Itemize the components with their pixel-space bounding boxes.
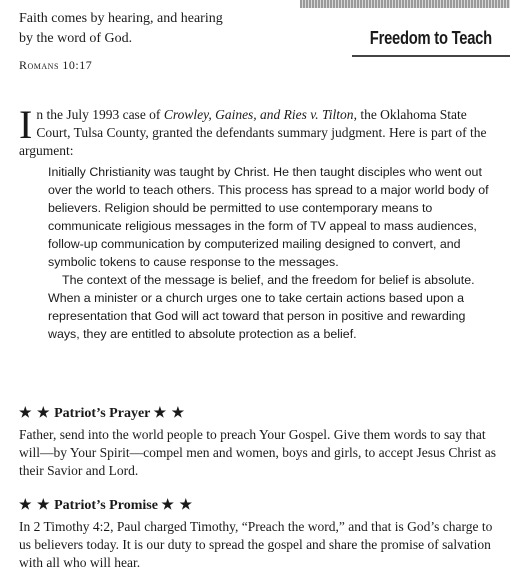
prayer-stars-right: ★ ★: [153, 406, 186, 421]
prayer-stars-left: ★ ★: [19, 406, 51, 421]
quote-paragraph-1: Initially Christianity was taught by Christ. He then taught disciples who went out over the world to teach others. This process has spread to a major world body of believers. Religion should be permitted to use contemporary means to communicate religious messages in the form of TV appeal to mass audiences, follow-up communication by computerized mailing designed to convert, and symbolic tokens to cause response to the messages.: [48, 165, 489, 269]
prayer-heading: [19, 405, 185, 422]
intro-paragraph: [19, 102, 499, 160]
promise-stars-left: ★ ★: [19, 498, 51, 513]
top-decorative-rule: [300, 0, 510, 8]
promise-stars-right: ★ ★: [161, 498, 194, 513]
epigraph-verse: [19, 9, 269, 75]
case-name: Crowley, Gaines, and Ries v. Tilton: [163, 107, 354, 122]
quote-paragraph-2: The context of the message is belief, and the freedom for belief is absolute. When a minister or a church urges one to take certain actions based upon a representation that God will act toward that person in positive and rewarding ways, they are entitled to absolute protection as a belief.: [48, 273, 475, 341]
drop-cap: I: [19, 102, 33, 147]
intro-text-end: , the Oklahoma State Court, Tulsa County, granted the defendants summary judgment. Here is part of the argument:: [19, 107, 487, 158]
verse-line-2: by the word of God.: [19, 31, 133, 46]
intro-text-start: n the July 1993 case of: [36, 107, 164, 122]
prayer-heading-text: Patriot’s Prayer: [54, 406, 151, 421]
promise-text: In 2 Timothy 4:2, Paul charged Timothy, “Preach the word,” and that is God’s charge to us believers today. It is our duty to spread the gospel and share the promise of salvation with all who will hear.: [19, 519, 493, 570]
verse-line-1: Faith comes by hearing, and hearing: [19, 11, 223, 26]
promise-heading-text: Patriot’s Promise: [54, 498, 158, 513]
verse-reference: Romans 10:17: [19, 58, 93, 72]
prayer-text: Father, send into the world people to preach Your Gospel. Give them words to say that will—by Your Spirit—compel men and women, boys and girls, to accept Jesus Christ as their Savior and Lord.: [19, 427, 496, 478]
promise-heading: [19, 497, 193, 514]
page-title: Freedom to Teach: [369, 28, 492, 48]
court-quote: [48, 163, 500, 343]
title-underline: [352, 55, 510, 57]
